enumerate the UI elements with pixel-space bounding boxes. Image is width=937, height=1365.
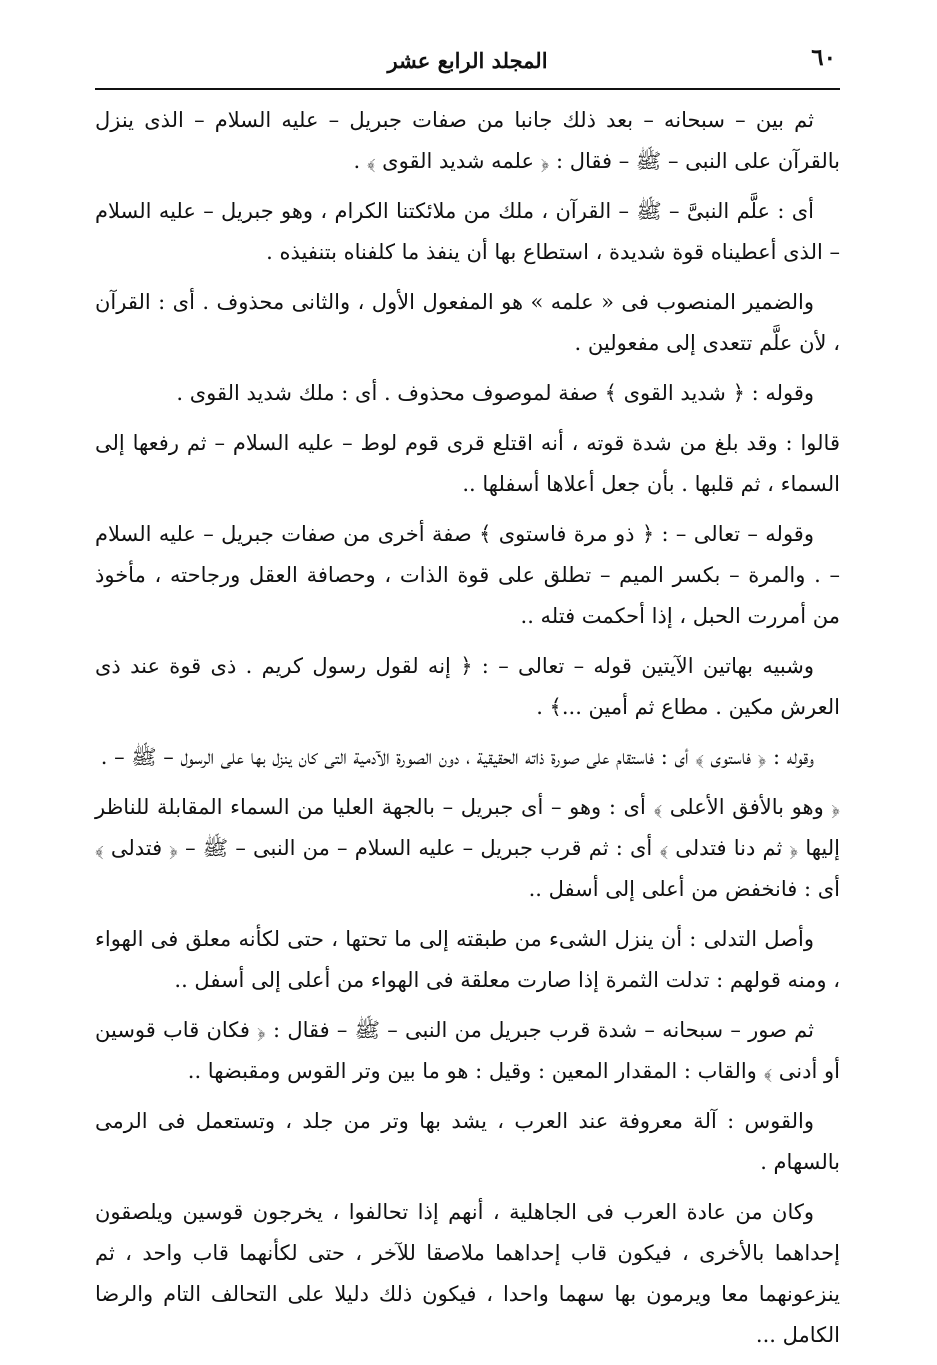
paragraph: وقوله – تعالى – : ﴿ ذو مرة فاستوى ﴾ صفة أخرى من صفات جبريل – عليه السلام – . والمرة – بكسر الميم – تطلق على قوة الذات ، وحصافة العقل ورجاحته ، مأخوذ من أمررت الحبل ، إذا أحكمت فتله ..: [95, 522, 840, 628]
paragraph: وأصل التدلى : أن ينزل الشىء من طبقته إلى ما تحتها ، حتى لكأنه معلق فى الهواء ، ومنه قولهم : تدلت الثمرة إذا صارت معلقة فى الهواء من أعلى إلى أسفل ..: [95, 927, 840, 992]
paragraph: وشبيه بهاتين الآيتين قوله – تعالى – : ﴿ إنه لقول رسول كريم . ذى قوة عند ذى العرش مكين . مطاع ثم أمين ...﴾ .: [95, 654, 840, 719]
paragraph: ثم بين – سبحانه – بعد ذلك جانبا من صفات جبريل – عليه السلام – الذى ينزل بالقرآن على النبى – ﷺ – فقال : ﴿ علمه شديد القوى ﴾ .: [95, 108, 840, 173]
header-divider: [95, 88, 840, 90]
paragraph: والقوس : آلة معروفة عند العرب ، يشد بها وتر من جلد ، وتستعمل فى الرمى بالسهام .: [95, 1109, 840, 1174]
paragraph: ﴿ وهو بالأفق الأعلى ﴾ أى : وهو – أى جبريل – بالجهة العليا من السماء المقابلة للناظر إليها ﴿ ثم دنا فتدلى ﴾ أى : ثم قرب جبريل – عليه السلام – من النبى – ﷺ – ﴿ فتدلى ﴾ أى : فانخفض من أعلى إلى أسفل ..: [95, 795, 840, 901]
paragraph: والضمير المنصوب فى « علمه » هو المفعول الأول ، والثانى محذوف . أى : القرآن ، لأن علَّم تتعدى إلى مفعولين .: [95, 290, 840, 355]
paragraph: ثم صور – سبحانه – شدة قرب جبريل من النبى – ﷺ – فقال : ﴿ فكان قاب قوسين أو أدنى ﴾ والقاب : المقدار المعين : وقيل : هو ما بين وتر القوس ومقبضها ..: [95, 1018, 840, 1083]
volume-title: المجلد الرابع عشر: [387, 48, 548, 73]
paragraph: قالوا : وقد بلغ من شدة قوته ، أنه اقتلع قرى قوم لوط – عليه السلام – ثم رفعها إلى السماء ، ثم قلبها . بأن جعل أعلاها أسفلها ..: [95, 431, 840, 496]
page-header: [95, 38, 840, 84]
paragraph: وقوله : ﴿ فاستوى ﴾ أى : فاستقام على صورة ذاته الحقيقية ، دون الصورة الآدمية التى كان ينزل بها على الرسول – ﷺ – .: [100, 745, 814, 769]
paragraph: وقوله : ﴿ شديد القوى ﴾ صفة لموصوف محذوف . أى : ملك شديد القوى .: [176, 381, 814, 405]
page-number: ٦٠: [811, 44, 836, 71]
page-body: [95, 100, 840, 1365]
paragraph: أى : علَّم النبىَّ – ﷺ – القرآن ، ملك من ملائكتنا الكرام ، وهو جبريل – عليه السلام – الذى أعطيناه قوة شديدة ، استطاع بها أن ينفذ ما كلفناه بتنفيذه .: [95, 199, 840, 264]
paragraph: وكان من عادة العرب فى الجاهلية ، أنهم إذا تحالفوا ، يخرجون قوسين ويلصقون إحداهما بالأخرى ، فيكون قاب إحداهما ملاصقا للآخر ، حتى لكأنهما قاب واحد ، ثم ينزعونهما معا ويرمون بها سهما واحدا ، فيكون ذلك دليلا على التحالف التام والرضا الكامل ...: [95, 1200, 840, 1347]
